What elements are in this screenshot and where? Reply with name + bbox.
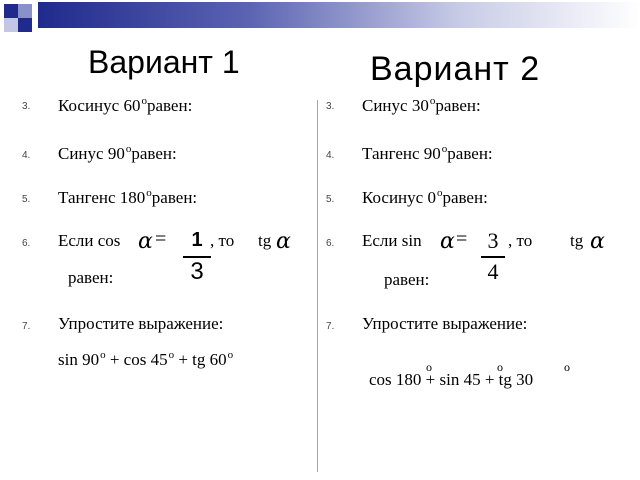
question-text: Тангенс 180$^o$равен: (58, 187, 198, 207)
question-text: Синус 30$^o$равен: (362, 95, 481, 115)
equals-sign: = (456, 228, 468, 250)
item-number: 7. (326, 321, 335, 332)
alpha-symbol: α (440, 229, 455, 254)
fraction-numerator: 1 (191, 229, 203, 251)
question-text: Если sin (362, 231, 422, 250)
equals-sign: = (155, 228, 167, 250)
column-divider (317, 100, 318, 472)
item-number: 4. (326, 150, 335, 161)
deco-square (4, 18, 18, 32)
item-number: 5. (326, 194, 335, 205)
question-text: Косинус 0$^o$равен: (362, 187, 488, 207)
question-text: Тангенс 90$^o$равен: (362, 143, 493, 163)
question-text: Синус 90$^o$равен: (58, 143, 177, 163)
variant1-title: Вариант 1 (88, 44, 240, 80)
item-number: 6. (326, 238, 335, 249)
header-decoration (0, 0, 640, 40)
question-text: Упростите выражение: (58, 314, 224, 333)
variant2-title: Вариант 2 (370, 50, 541, 88)
alpha-symbol: α (276, 229, 291, 254)
header-gradient-bar (38, 2, 640, 28)
fraction-denominator: 4 (487, 259, 499, 284)
fraction-bar (481, 256, 505, 258)
item-number: 7. (22, 321, 31, 332)
fraction-numerator: 3 (487, 228, 499, 253)
tg-text: tg (570, 231, 584, 250)
item-number: 3. (326, 101, 335, 112)
deco-square (18, 18, 32, 32)
question-text: Косинус 60$^o$равен: (58, 95, 193, 115)
question-text-line2: равен: (68, 268, 114, 287)
deco-square (4, 4, 18, 18)
question-text: Если cos (58, 231, 121, 250)
degree-mark: o (426, 360, 432, 374)
item-number: 4. (22, 150, 31, 161)
alpha-symbol: α (138, 229, 153, 254)
alpha-symbol: α (590, 229, 605, 254)
then-text: , то (210, 231, 235, 250)
degree-mark: o (564, 360, 570, 374)
tg-text: tg (258, 231, 272, 250)
item-number: 5. (22, 194, 31, 205)
question-text: Упростите выражение: (362, 314, 528, 333)
then-text: , то (508, 231, 533, 250)
question-text-line2: равен: (384, 270, 430, 289)
expression: cos 180 + sin 45 + tg 30 (369, 370, 534, 389)
expression: sin 90$^o$ + cos 45$^o$ + tg 60$^o$ (58, 349, 234, 369)
item-number: 3. (22, 101, 31, 112)
deco-square (18, 4, 32, 18)
fraction-denominator: 3 (190, 258, 204, 285)
degree-mark: o (497, 360, 503, 374)
item-number: 6. (22, 238, 31, 249)
